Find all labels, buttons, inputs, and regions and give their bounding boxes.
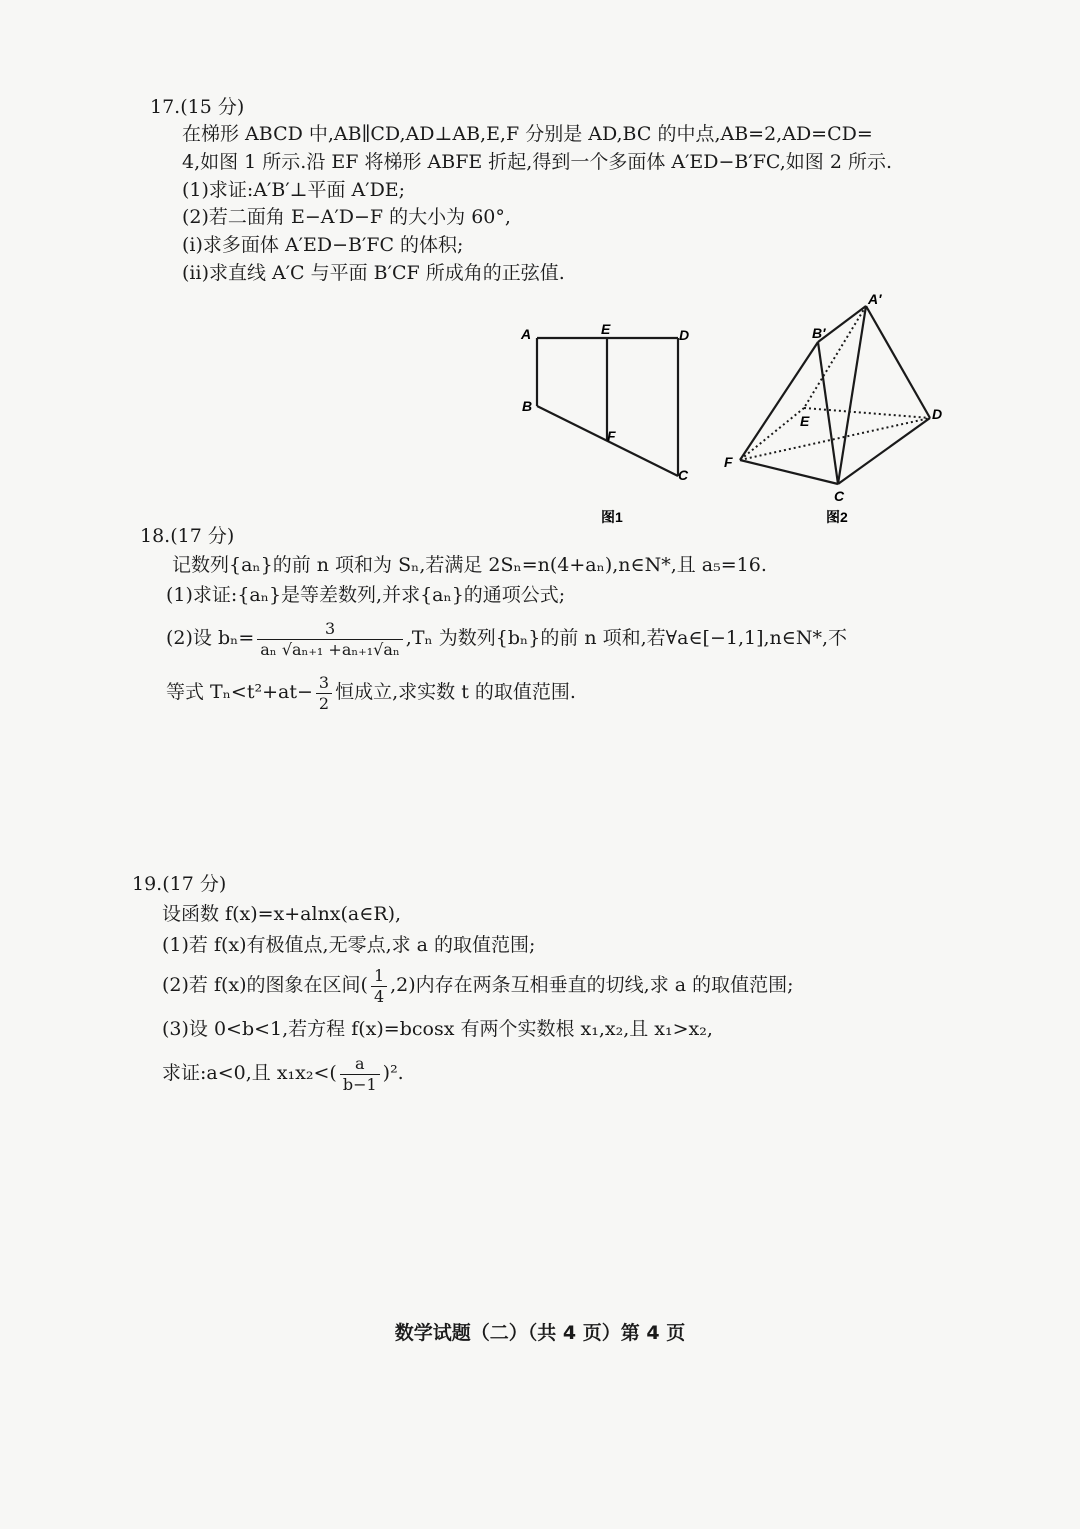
q19-line1: 设函数 f(x)=x+alnx(a∈R),: [162, 903, 402, 925]
q17-line1: 在梯形 ABCD 中,AB∥CD,AD⊥AB,E,F 分别是 AD,BC 的中点,AB=2,AD=CD=: [182, 123, 873, 145]
q19-fraction-a-den: b−1: [342, 1074, 377, 1094]
q19-fraction-num: 1: [371, 966, 387, 987]
fig1-label-a: A: [521, 326, 532, 342]
q19-line4: (3)设 0<b<1,若方程 f(x)=bcosx 有两个实数根 x₁,x₂,且 x₁>x₂,: [162, 1018, 713, 1040]
q17-line5: (ⅰ)求多面体 A′ED−B′FC 的体积;: [182, 234, 464, 256]
q17-line6: (ⅱ)求直线 A′C 与平面 B′CF 所成角的正弦值.: [182, 262, 565, 284]
figure-2: [720, 290, 960, 528]
q19-fraction-a-over-b: [340, 1054, 380, 1095]
fig2-label-a: A′: [868, 291, 882, 307]
page-footer: 数学试题（二）（共 4 页）第 4 页: [394, 1322, 686, 1344]
q18-line1: 记数列{aₙ}的前 n 项和为 Sₙ,若满足 2Sₙ=n(4+aₙ),n∈N*,且 a₅=16.: [172, 554, 767, 576]
fig2-label-f: F: [724, 454, 733, 470]
fig2-caption: 图2: [826, 509, 848, 525]
fig1-label-d: D: [679, 327, 690, 343]
fig2-label-c: C: [834, 488, 845, 504]
q19-line3: [162, 962, 794, 1008]
q19-line5: [162, 1050, 404, 1096]
q18-fraction-num: 3: [316, 673, 332, 694]
q18-line4: [166, 670, 576, 714]
q19-line3-post: ,2)内存在两条互相垂直的切线,求 a 的取值范围;: [390, 974, 794, 996]
q18-line2: (1)求证:{aₙ}是等差数列,并求{aₙ}的通项公式;: [166, 584, 566, 606]
q19-fraction-quarter: [371, 966, 387, 1007]
q17-line4: (2)若二面角 E−A′D−F 的大小为 60°,: [182, 206, 511, 228]
q18-line3-pre: (2)设 bₙ=: [166, 627, 255, 649]
q18-line3-post: ,Tₙ 为数列{bₙ}的前 n 项和,若∀a∈[−1,1],n∈N*,不: [405, 627, 848, 649]
q18-fraction-b: [257, 619, 403, 660]
q18-line4-pre: 等式 Tₙ<t²+at−: [166, 681, 313, 703]
q17-header: 17.(15 分): [150, 96, 245, 118]
q19-fraction-a-num: a: [340, 1054, 380, 1075]
q18-header: 18.(17 分): [140, 525, 235, 547]
q18-line4-post: 恒成立,求实数 t 的取值范围.: [335, 681, 576, 703]
fig1-label-e: E: [601, 321, 611, 337]
q19-line5-pre: 求证:a<0,且 x₁x₂<(: [162, 1062, 337, 1084]
q17-line3: (1)求证:A′B′⊥平面 A′DE;: [182, 179, 406, 201]
q19-header: 19.(17 分): [132, 873, 227, 895]
q19-line5-post: )².: [382, 1062, 404, 1084]
q17-line2: 4,如图 1 所示.沿 EF 将梯形 ABFE 折起,得到一个多面体 A′ED−B′FC,如图 2 所示.: [182, 151, 892, 173]
figure-1: [510, 318, 700, 528]
fig2-label-b: B′: [812, 325, 826, 341]
fig2-label-d: D: [932, 406, 943, 422]
fig1-label-c: C: [678, 467, 689, 483]
q18-fraction-b-num: 3: [257, 619, 403, 640]
fig2-label-e: E: [800, 413, 810, 429]
fig1-label-b: B: [522, 398, 533, 414]
fig1-label-f: F: [607, 428, 616, 444]
q18-line3: [166, 614, 847, 662]
q18-fraction-b-den: aₙ √aₙ₊₁ +aₙ₊₁√aₙ: [260, 639, 400, 659]
q19-line2: (1)若 f(x)有极值点,无零点,求 a 的取值范围;: [162, 934, 536, 956]
q18-fraction-den: 2: [318, 693, 330, 713]
q19-line3-pre: (2)若 f(x)的图象在区间(: [162, 974, 368, 996]
fig1-caption: 图1: [601, 509, 623, 525]
q18-fraction-three-halves: [316, 673, 332, 714]
q19-fraction-den: 4: [373, 986, 385, 1006]
